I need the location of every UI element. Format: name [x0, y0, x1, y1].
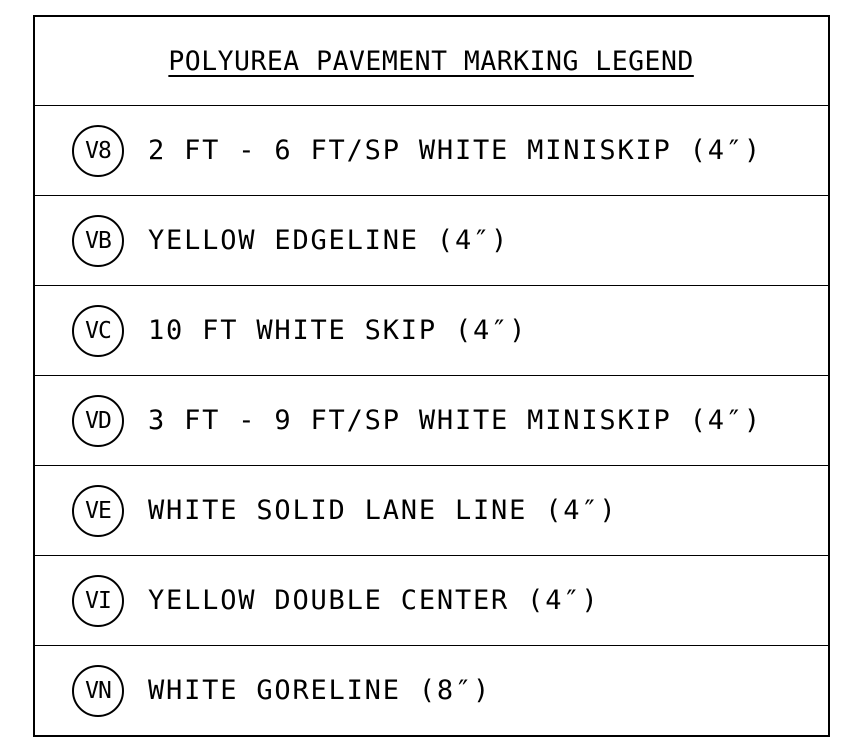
legend-row-v8 — [35, 106, 828, 196]
legend-description: YELLOW EDGELINE (4″) — [148, 225, 510, 256]
code-badge: VN — [72, 665, 124, 717]
legend-row-vi — [35, 556, 828, 646]
code-badge: V8 — [72, 125, 124, 177]
code-badge: VI — [72, 575, 124, 627]
code-badge: VC — [72, 305, 124, 357]
legend-row-vd — [35, 376, 828, 466]
legend-row-vc — [35, 286, 828, 376]
legend-row-vn — [35, 646, 828, 735]
legend-row-vb — [35, 196, 828, 286]
legend-description: WHITE GORELINE (8″) — [148, 675, 492, 706]
legend-row-ve — [35, 466, 828, 556]
legend-description: 2 FT - 6 FT/SP WHITE MINISKIP (4″) — [148, 135, 762, 166]
legend-description: 3 FT - 9 FT/SP WHITE MINISKIP (4″) — [148, 405, 762, 436]
code-badge: VE — [72, 485, 124, 537]
legend-header — [35, 17, 828, 106]
legend-title: POLYUREA PAVEMENT MARKING LEGEND — [168, 45, 695, 77]
code-badge: VD — [72, 395, 124, 447]
legend-description: YELLOW DOUBLE CENTER (4″) — [148, 585, 600, 616]
code-badge: VB — [72, 215, 124, 267]
legend-description: WHITE SOLID LANE LINE (4″) — [148, 495, 618, 526]
legend-description: 10 FT WHITE SKIP (4″) — [148, 315, 528, 346]
legend-table — [33, 15, 830, 737]
